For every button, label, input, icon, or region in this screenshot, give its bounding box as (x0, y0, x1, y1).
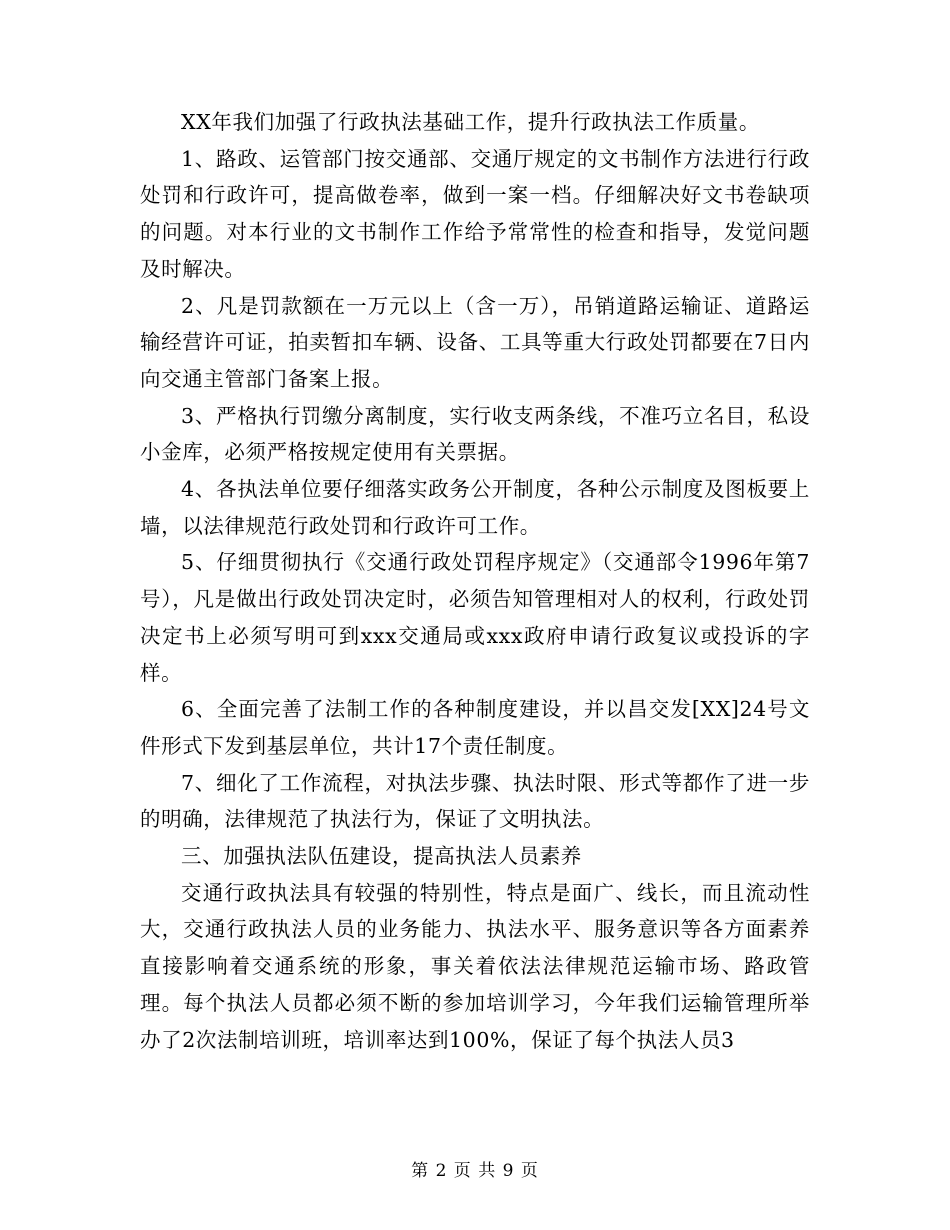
paragraph-item-6: 6、全面完善了法制工作的各种制度建设，并以昌交发[XX]24号文件形式下发到基层单位，共计17个责任制度。 (140, 697, 810, 758)
paragraph-item-4: 4、各执法单位要仔细落实政务公开制度，各种公示制度及图板要上墙，以法律规范行政处罚和行政许可工作。 (140, 477, 810, 538)
paragraph-item-1: 1、路政、运管部门按交通部、交通厅规定的文书制作方法进行行政处罚和行政许可，提高做卷率，做到一案一档。仔细解决好文书卷缺项的问题。对本行业的文书制作工作给予常常性的检查和指导，发觉问题及时解决。 (140, 146, 810, 281)
page-number-footer: 第 2 页 共 9 页 (411, 1161, 539, 1181)
paragraph-item-2: 2、凡是罚款额在一万元以上（含一万），吊销道路运输证、道路运输经营许可证，拍卖暂扣车辆、设备、工具等重大行政处罚都要在7日内向交通主管部门备案上报。 (140, 293, 810, 391)
paragraph-item-5: 5、仔细贯彻执行《交通行政处罚程序规定》（交通部令1996年第7号），凡是做出行政处罚决定时，必须告知管理相对人的权利，行政处罚决定书上必须写明可到xxx交通局或xxx政府申请行政复议或投诉的字样。 (140, 550, 810, 685)
document-body (140, 104, 810, 1058)
paragraph-item-7: 7、细化了工作流程，对执法步骤、执法时限、形式等都作了进一步的明确，法律规范了执法行为，保证了文明执法。 (140, 770, 810, 832)
paragraph-section-3-body: 交通行政执法具有较强的特别性，特点是面广、线长，而且流动性大，交通行政执法人员的业务能力、执法水平、服务意识等各方面素养直接影响着交通系统的形象，事关着依法法律规范运输市场、路政管理。每个执法人员都必须不断的参加培训学习，今年我们运输管理所举办了2次法制培训班，培训率达到100%，保证了每个执法人员3 (140, 880, 810, 1052)
paragraph-item-3: 3、严格执行罚缴分离制度，实行收支两条线，不准巧立名目，私设小金库，必须严格按规定使用有关票据。 (140, 403, 810, 465)
paragraph-intro: XX年我们加强了行政执法基础工作，提升行政执法工作质量。 (181, 110, 760, 134)
section-heading-3: 三、加强执法队伍建设，提高执法人员素养 (181, 844, 582, 869)
